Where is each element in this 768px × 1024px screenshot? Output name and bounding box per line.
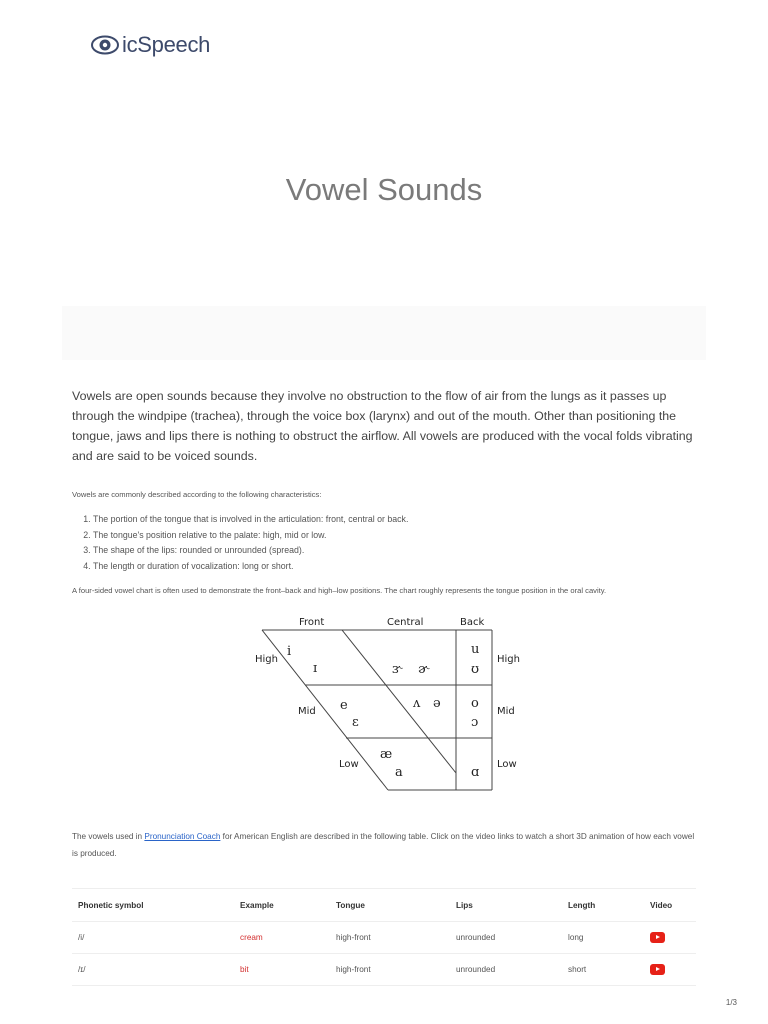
table-header-row (72, 889, 696, 922)
row-label-high-left: High (255, 654, 278, 665)
col-header-length: Length (562, 889, 644, 922)
vowel-ah: ɑ (471, 765, 480, 780)
row-label-mid-right: Mid (497, 706, 515, 717)
list-item: 4. The length or duration of vocalization: long or short. (93, 559, 408, 575)
characteristics-list (72, 512, 408, 574)
vowel-caret: ʌ (413, 696, 421, 711)
vowel-eh: ɛ (352, 715, 359, 730)
vowel-ae: æ (380, 747, 393, 762)
eye-icon (91, 34, 119, 56)
cell-symbol: /ɪ/ (72, 954, 234, 986)
cell-lips: unrounded (450, 922, 562, 954)
cell-lips: unrounded (450, 954, 562, 986)
chart-front-edge (262, 630, 388, 790)
cell-video (644, 922, 696, 954)
vowel-u: u (471, 642, 480, 657)
table-intro-before: The vowels used in (72, 832, 145, 841)
table-row (72, 954, 696, 986)
youtube-play-icon[interactable] (650, 964, 665, 975)
logo[interactable] (91, 30, 210, 60)
cell-tongue: high-front (330, 954, 450, 986)
col-label-central: Central (387, 617, 424, 628)
row-label-low-left: Low (339, 759, 359, 770)
vowel-schwa: ə (433, 696, 441, 711)
characteristics-intro: Vowels are commonly described according to the following characteristics: (72, 490, 322, 499)
list-item: 1. The portion of the tongue that is involved in the articulation: front, central or back. (93, 512, 408, 528)
cell-symbol: /i/ (72, 922, 234, 954)
vowel-er-unstressed: ɚ (418, 662, 429, 677)
cell-length: short (562, 954, 644, 986)
table-row (72, 922, 696, 954)
page-number: 1/3 (725, 998, 737, 1007)
row-label-mid-left: Mid (298, 706, 316, 717)
vowel-o: o (471, 696, 479, 711)
col-label-front: Front (299, 617, 325, 628)
vowel-chart (252, 612, 532, 797)
table-intro (72, 828, 702, 862)
col-header-example: Example (234, 889, 330, 922)
col-header-lips: Lips (450, 889, 562, 922)
row-label-high-right: High (497, 654, 520, 665)
vowel-aw: ɔ (471, 715, 479, 730)
col-header-symbol: Phonetic symbol (72, 889, 234, 922)
list-item: 3. The shape of the lips: rounded or unrounded (spread). (93, 543, 408, 559)
vowel-table (72, 888, 696, 986)
pronunciation-coach-link[interactable]: Pronunciation Coach (144, 832, 221, 841)
table-intro-after: for American English are described in the following table. Click on the video links to watch a short 3D animation of how each vowel is produced. (72, 832, 695, 858)
col-label-back: Back (460, 617, 485, 628)
vowel-a: a (395, 765, 403, 780)
cell-video (644, 954, 696, 986)
vowel-ih: ɪ (313, 661, 318, 676)
row-label-low-right: Low (497, 759, 517, 770)
intro-paragraph: Vowels are open sounds because they involve no obstruction to the flow of air from the lungs as it passes up through the windpipe (trachea), through the voice box (larynx) and out of the mouth. Other than positioning the tongue, jaws and lips there is nothing to obstruct the airflow. All vowels are produced with the vocal folds vibrating and are said to be voiced sounds. (72, 389, 693, 463)
cell-length: long (562, 922, 644, 954)
col-header-tongue: Tongue (330, 889, 450, 922)
banner-area (62, 306, 706, 360)
list-item: 2. The tongue's position relative to the palate: high, mid or low. (93, 528, 408, 544)
cell-tongue: high-front (330, 922, 450, 954)
vowel-uh: ʊ (471, 662, 480, 677)
chart-intro: A four-sided vowel chart is often used to demonstrate the front–back and high–low positions. The chart roughly represents the tongue position in the oral cavity. (72, 586, 607, 595)
logo-text: icSpeech (122, 32, 211, 57)
vowel-i: i (287, 644, 292, 659)
youtube-play-icon[interactable] (650, 932, 665, 943)
vowel-er-stressed: ɝ (392, 662, 403, 677)
vowel-e: e (340, 698, 348, 713)
page-title: Vowel Sounds (285, 172, 483, 207)
col-header-video: Video (644, 889, 696, 922)
cell-example[interactable]: cream (234, 922, 330, 954)
cell-example[interactable]: bit (234, 954, 330, 986)
